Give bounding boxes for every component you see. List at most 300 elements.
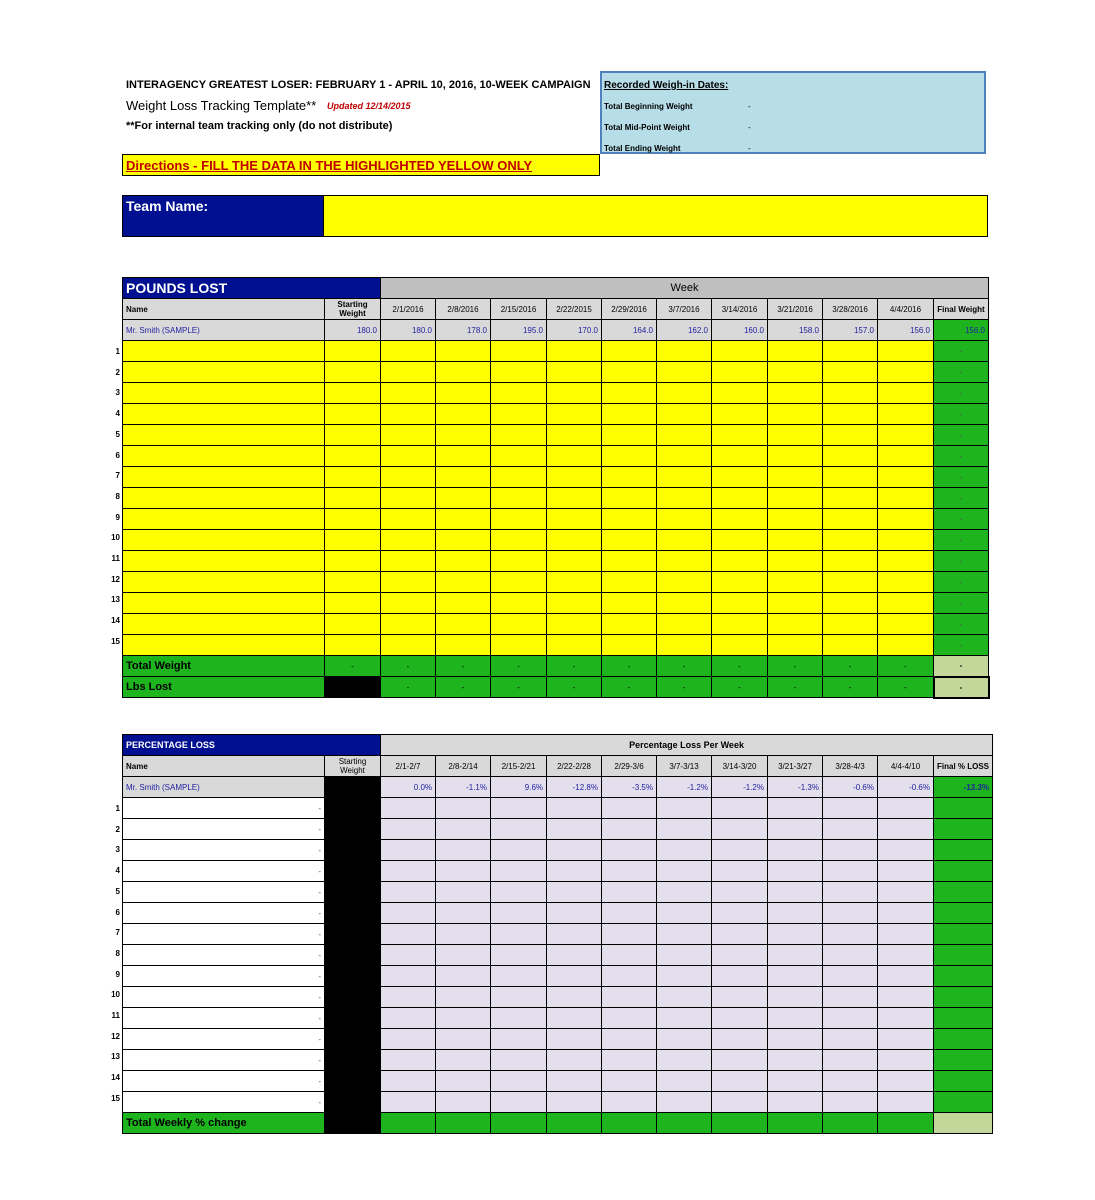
total-week-pct — [878, 1113, 934, 1134]
week-weight-input[interactable] — [878, 614, 934, 635]
week-weight-input[interactable] — [436, 614, 491, 635]
week-weight-input[interactable] — [657, 509, 712, 530]
week-weight-input[interactable] — [878, 551, 934, 572]
week-weight-input[interactable] — [768, 509, 823, 530]
week-weight-input[interactable] — [823, 404, 878, 425]
week-weight-input[interactable] — [547, 425, 602, 446]
team-name-input[interactable] — [324, 195, 988, 237]
week-weight-input[interactable] — [712, 488, 768, 509]
week-weight-input[interactable] — [712, 572, 768, 593]
pct-participant-name: - — [123, 1071, 325, 1092]
week-pct-cell — [657, 861, 712, 882]
sample-week-pct: 0.0% — [381, 777, 436, 798]
week-weight-input[interactable] — [878, 446, 934, 467]
week-weight-input[interactable] — [712, 341, 768, 362]
total-week-weight: - — [547, 656, 602, 677]
participant-row — [123, 446, 989, 467]
week-pct-cell — [712, 840, 768, 861]
pct-title-row — [123, 735, 993, 756]
week-pct-cell — [381, 966, 436, 987]
week-weight-input[interactable] — [712, 383, 768, 404]
week-weight-input[interactable] — [657, 404, 712, 425]
week-weight-input[interactable] — [823, 425, 878, 446]
week-weight-input[interactable] — [381, 572, 436, 593]
pct-start-blank — [325, 798, 381, 819]
total-week-weight: - — [436, 656, 491, 677]
week-weight-input[interactable] — [712, 425, 768, 446]
week-weight-input[interactable] — [823, 572, 878, 593]
week-weight-input[interactable] — [657, 551, 712, 572]
sample-week-pct: 9.6% — [491, 777, 547, 798]
final-pct-cell — [934, 819, 993, 840]
total-week-weight: - — [823, 656, 878, 677]
starting-weight-input[interactable] — [325, 509, 381, 530]
week-weight-input[interactable] — [602, 467, 657, 488]
week-weight-input[interactable] — [712, 635, 768, 656]
week-weight-input[interactable] — [878, 362, 934, 383]
participant-row — [123, 341, 989, 362]
week-weight-input[interactable] — [491, 404, 547, 425]
week-date-header: 2/29/2016 — [602, 299, 657, 320]
week-weight-input[interactable] — [823, 593, 878, 614]
pct-participant-row — [123, 987, 993, 1008]
week-weight-input[interactable] — [381, 509, 436, 530]
participant-name-input[interactable] — [123, 383, 325, 404]
pct-row-number: 3 — [115, 845, 120, 855]
starting-weight-input[interactable] — [325, 551, 381, 572]
week-pct-cell — [712, 1092, 768, 1113]
starting-weight-input[interactable] — [325, 446, 381, 467]
week-weight-input[interactable] — [768, 425, 823, 446]
final-weight-cell: - — [934, 614, 989, 635]
week-weight-input[interactable] — [657, 383, 712, 404]
week-weight-input[interactable] — [491, 341, 547, 362]
week-weight-input[interactable] — [436, 635, 491, 656]
week-weight-input[interactable] — [768, 383, 823, 404]
week-pct-cell — [602, 1029, 657, 1050]
participant-name-input[interactable] — [123, 467, 325, 488]
starting-weight-input[interactable] — [325, 530, 381, 551]
week-weight-input[interactable] — [547, 635, 602, 656]
week-weight-input[interactable] — [712, 509, 768, 530]
sample-week-weight: 164.0 — [602, 320, 657, 341]
final-pct-cell — [934, 987, 993, 1008]
week-weight-input[interactable] — [657, 467, 712, 488]
week-weight-input[interactable] — [381, 362, 436, 383]
row-number: 11 — [111, 554, 120, 563]
participant-name-input[interactable] — [123, 425, 325, 446]
starting-weight-input[interactable] — [325, 635, 381, 656]
week-weight-input[interactable] — [436, 341, 491, 362]
week-weight-input[interactable] — [436, 446, 491, 467]
week-weight-input[interactable] — [602, 572, 657, 593]
week-weight-input[interactable] — [823, 341, 878, 362]
sample-week-pct: -0.6% — [823, 777, 878, 798]
week-weight-input[interactable] — [768, 530, 823, 551]
total-week-pct — [381, 1113, 436, 1134]
sample-week-pct: -12.8% — [547, 777, 602, 798]
pct-participant-row — [123, 882, 993, 903]
week-weight-input[interactable] — [657, 362, 712, 383]
week-pct-cell — [491, 966, 547, 987]
sample-week-weight: 160.0 — [712, 320, 768, 341]
week-weight-input[interactable] — [491, 509, 547, 530]
sample-week-weight: 156.0 — [878, 320, 934, 341]
week-weight-input[interactable] — [878, 488, 934, 509]
week-pct-cell — [491, 861, 547, 882]
week-weight-input[interactable] — [602, 425, 657, 446]
week-weight-input[interactable] — [436, 488, 491, 509]
week-pct-cell — [768, 798, 823, 819]
week-weight-input[interactable] — [602, 593, 657, 614]
week-weight-input[interactable] — [491, 635, 547, 656]
week-weight-input[interactable] — [381, 530, 436, 551]
week-weight-input[interactable] — [823, 446, 878, 467]
week-weight-input[interactable] — [712, 467, 768, 488]
final-pct-cell — [934, 945, 993, 966]
pct-row-number: 8 — [115, 948, 120, 958]
week-weight-input[interactable] — [657, 488, 712, 509]
week-weight-input[interactable] — [436, 572, 491, 593]
week-weight-input[interactable] — [657, 614, 712, 635]
week-weight-input[interactable] — [547, 593, 602, 614]
participant-name-input[interactable] — [123, 551, 325, 572]
final-weight-cell: - — [934, 383, 989, 404]
sample-row — [123, 320, 989, 341]
week-weight-input[interactable] — [602, 551, 657, 572]
week-weight-input[interactable] — [602, 635, 657, 656]
week-weight-input[interactable] — [436, 509, 491, 530]
participant-name-input[interactable] — [123, 572, 325, 593]
week-weight-input[interactable] — [381, 488, 436, 509]
sample-week-pct: -1.2% — [657, 777, 712, 798]
row-number: 14 — [111, 616, 120, 626]
team-name-label: Team Name: — [126, 198, 209, 214]
week-pct-cell — [823, 882, 878, 903]
week-weight-input[interactable] — [547, 341, 602, 362]
week-weight-input[interactable] — [768, 551, 823, 572]
pct-start-blank — [325, 882, 381, 903]
week-weight-input[interactable] — [657, 425, 712, 446]
sample-final-weight: 156.0 — [934, 320, 989, 341]
week-pct-cell — [491, 882, 547, 903]
week-weight-input[interactable] — [547, 467, 602, 488]
week-weight-input[interactable] — [547, 383, 602, 404]
week-weight-input[interactable] — [436, 404, 491, 425]
week-weight-input[interactable] — [602, 446, 657, 467]
week-pct-cell — [491, 903, 547, 924]
pct-row-number: 9 — [115, 969, 120, 979]
week-weight-input[interactable] — [381, 404, 436, 425]
participant-name-input[interactable] — [123, 614, 325, 635]
week-weight-input[interactable] — [657, 593, 712, 614]
pct-participant-name: - — [123, 945, 325, 966]
final-pct-cell — [934, 882, 993, 903]
starting-weight-input[interactable] — [325, 467, 381, 488]
week-weight-input[interactable] — [547, 404, 602, 425]
week-weight-input[interactable] — [878, 341, 934, 362]
starting-weight-input[interactable] — [325, 362, 381, 383]
week-pct-cell — [768, 966, 823, 987]
week-weight-input[interactable] — [436, 362, 491, 383]
starting-weight-input[interactable] — [325, 425, 381, 446]
week-weight-input[interactable] — [823, 635, 878, 656]
week-weight-input[interactable] — [381, 467, 436, 488]
week-weight-input[interactable] — [657, 530, 712, 551]
week-pct-cell — [823, 1071, 878, 1092]
starting-weight-input[interactable] — [325, 383, 381, 404]
week-pct-cell — [602, 987, 657, 1008]
starting-weight-input[interactable] — [325, 404, 381, 425]
total-midpoint-weight-label: Total Mid-Point Weight — [604, 123, 690, 132]
week-pct-cell — [491, 1071, 547, 1092]
week-pct-cell — [602, 882, 657, 903]
row-number: 7 — [115, 471, 120, 481]
week-pct-cell — [381, 1050, 436, 1071]
week-pct-cell — [712, 798, 768, 819]
starting-weight-input[interactable] — [325, 488, 381, 509]
recorded-weighin-title: Recorded Weigh-in Dates: — [604, 80, 729, 91]
week-pct-cell — [712, 1008, 768, 1029]
row-number: 3 — [115, 388, 120, 398]
week-weight-input[interactable] — [436, 530, 491, 551]
week-weight-input[interactable] — [381, 425, 436, 446]
week-weight-input[interactable] — [491, 446, 547, 467]
week-weight-input[interactable] — [491, 362, 547, 383]
pct-participant-row — [123, 1050, 993, 1071]
week-weight-input[interactable] — [768, 635, 823, 656]
week-weight-input[interactable] — [436, 551, 491, 572]
week-weight-input[interactable] — [602, 383, 657, 404]
week-weight-input[interactable] — [491, 572, 547, 593]
week-header: Week — [381, 278, 989, 299]
pct-participant-name: - — [123, 966, 325, 987]
week-pct-cell — [436, 1029, 491, 1050]
pct-participant-row — [123, 840, 993, 861]
pct-start-blank — [325, 1029, 381, 1050]
week-weight-input[interactable] — [491, 614, 547, 635]
starting-weight-input[interactable] — [325, 341, 381, 362]
pounds-header-row — [123, 299, 989, 320]
total-starting-weight: - — [325, 656, 381, 677]
week-weight-input[interactable] — [491, 383, 547, 404]
week-pct-cell — [712, 924, 768, 945]
week-pct-cell — [878, 924, 934, 945]
week-weight-input[interactable] — [768, 446, 823, 467]
week-weight-input[interactable] — [823, 530, 878, 551]
week-weight-input[interactable] — [878, 593, 934, 614]
row-number: 9 — [115, 512, 120, 522]
week-pct-cell — [602, 861, 657, 882]
participant-name-input[interactable] — [123, 593, 325, 614]
week-pct-cell — [436, 1092, 491, 1113]
week-weight-input[interactable] — [823, 383, 878, 404]
week-weight-input[interactable] — [712, 530, 768, 551]
pct-start-blank — [325, 924, 381, 945]
week-weight-input[interactable] — [823, 362, 878, 383]
week-weight-input[interactable] — [547, 530, 602, 551]
week-pct-cell — [768, 903, 823, 924]
week-weight-input[interactable] — [602, 404, 657, 425]
final-weight-cell: - — [934, 551, 989, 572]
week-pct-cell — [823, 861, 878, 882]
total-weight-label: Total Weight — [123, 656, 325, 677]
week-weight-input[interactable] — [547, 614, 602, 635]
final-weight-cell: - — [934, 635, 989, 656]
week-weight-input[interactable] — [878, 467, 934, 488]
week-weight-input[interactable] — [491, 593, 547, 614]
participant-name-input[interactable] — [123, 341, 325, 362]
week-weight-input[interactable] — [768, 362, 823, 383]
week-weight-input[interactable] — [878, 425, 934, 446]
updated-date: Updated 12/14/2015 — [327, 101, 411, 111]
week-weight-input[interactable] — [381, 383, 436, 404]
week-pct-cell — [547, 1092, 602, 1113]
week-weight-input[interactable] — [657, 635, 712, 656]
week-weight-input[interactable] — [547, 446, 602, 467]
week-weight-input[interactable] — [657, 341, 712, 362]
week-weight-input[interactable] — [768, 488, 823, 509]
week-weight-input[interactable] — [491, 425, 547, 446]
week-weight-input[interactable] — [768, 341, 823, 362]
week-weight-input[interactable] — [823, 467, 878, 488]
week-weight-input[interactable] — [602, 341, 657, 362]
pct-start-blank — [325, 819, 381, 840]
total-beginning-weight-label: Total Beginning Weight — [604, 102, 693, 111]
week-weight-input[interactable] — [823, 488, 878, 509]
week-weight-input[interactable] — [381, 551, 436, 572]
starting-weight-input[interactable] — [325, 614, 381, 635]
week-weight-input[interactable] — [602, 488, 657, 509]
week-weight-input[interactable] — [547, 488, 602, 509]
starting-weight-input[interactable] — [325, 572, 381, 593]
template-subtitle: Weight Loss Tracking Template** — [126, 98, 317, 113]
week-pct-cell — [823, 903, 878, 924]
total-week-weight: - — [768, 656, 823, 677]
week-weight-input[interactable] — [436, 383, 491, 404]
week-weight-input[interactable] — [602, 614, 657, 635]
week-weight-input[interactable] — [712, 551, 768, 572]
week-weight-input[interactable] — [491, 551, 547, 572]
week-pct-cell — [657, 945, 712, 966]
week-pct-cell — [768, 861, 823, 882]
week-pct-cell — [436, 903, 491, 924]
final-weight-cell: - — [934, 404, 989, 425]
participant-name-input[interactable] — [123, 362, 325, 383]
week-weight-input[interactable] — [491, 488, 547, 509]
lbs-lost-week: - — [547, 677, 602, 698]
final-weight-cell: - — [934, 446, 989, 467]
week-pct-cell — [381, 798, 436, 819]
week-weight-input[interactable] — [547, 509, 602, 530]
week-weight-input[interactable] — [712, 593, 768, 614]
sample-starting-weight: 180.0 — [325, 320, 381, 341]
week-pct-cell — [381, 1029, 436, 1050]
pct-row-number: 14 — [111, 1073, 120, 1083]
week-weight-input[interactable] — [491, 530, 547, 551]
week-weight-input[interactable] — [381, 341, 436, 362]
week-pct-cell — [657, 1050, 712, 1071]
week-weight-input[interactable] — [878, 530, 934, 551]
participant-name-input[interactable] — [123, 488, 325, 509]
week-weight-input[interactable] — [547, 362, 602, 383]
week-pct-cell — [657, 882, 712, 903]
participant-name-input[interactable] — [123, 404, 325, 425]
week-weight-input[interactable] — [547, 551, 602, 572]
week-weight-input[interactable] — [381, 446, 436, 467]
week-pct-cell — [657, 1029, 712, 1050]
week-weight-input[interactable] — [768, 467, 823, 488]
participant-name-input[interactable] — [123, 509, 325, 530]
participant-name-input[interactable] — [123, 446, 325, 467]
week-weight-input[interactable] — [768, 593, 823, 614]
week-pct-cell — [436, 945, 491, 966]
week-weight-input[interactable] — [878, 383, 934, 404]
week-weight-input[interactable] — [436, 425, 491, 446]
week-weight-input[interactable] — [602, 509, 657, 530]
week-weight-input[interactable] — [712, 362, 768, 383]
row-number: 6 — [115, 450, 120, 460]
week-pct-cell — [547, 1008, 602, 1029]
week-weight-input[interactable] — [657, 572, 712, 593]
week-pct-cell — [657, 840, 712, 861]
week-weight-input[interactable] — [712, 614, 768, 635]
week-weight-input[interactable] — [878, 572, 934, 593]
starting-weight-input[interactable] — [325, 593, 381, 614]
sample-week-weight: 178.0 — [436, 320, 491, 341]
week-weight-input[interactable] — [878, 635, 934, 656]
final-pct-cell — [934, 861, 993, 882]
week-weight-input[interactable] — [436, 467, 491, 488]
lbs-lost-week: - — [878, 677, 934, 698]
participant-name-input[interactable] — [123, 635, 325, 656]
final-pct-cell — [934, 966, 993, 987]
lbs-lost-week: - — [768, 677, 823, 698]
total-beginning-weight-value: - — [748, 102, 751, 111]
week-range-header: 3/21-3/27 — [768, 756, 823, 777]
total-weekly-pct-label: Total Weekly % change — [123, 1113, 325, 1134]
week-pct-cell — [602, 798, 657, 819]
week-weight-input[interactable] — [712, 404, 768, 425]
pct-starting-weight-header: Starting Weight — [325, 756, 381, 777]
week-weight-input[interactable] — [436, 593, 491, 614]
week-weight-input[interactable] — [547, 572, 602, 593]
week-weight-input[interactable] — [823, 509, 878, 530]
participant-name-input[interactable] — [123, 530, 325, 551]
week-weight-input[interactable] — [768, 404, 823, 425]
week-weight-input[interactable] — [878, 509, 934, 530]
week-weight-input[interactable] — [381, 635, 436, 656]
week-weight-input[interactable] — [712, 446, 768, 467]
week-weight-input[interactable] — [602, 530, 657, 551]
participant-row — [123, 635, 989, 656]
week-weight-input[interactable] — [823, 614, 878, 635]
week-weight-input[interactable] — [602, 362, 657, 383]
week-weight-input[interactable] — [823, 551, 878, 572]
week-weight-input[interactable] — [381, 593, 436, 614]
week-weight-input[interactable] — [878, 404, 934, 425]
week-weight-input[interactable] — [657, 446, 712, 467]
week-weight-input[interactable] — [491, 467, 547, 488]
pct-week-header: Percentage Loss Per Week — [381, 735, 993, 756]
participant-row — [123, 572, 989, 593]
week-pct-cell — [381, 861, 436, 882]
week-weight-input[interactable] — [381, 614, 436, 635]
week-weight-input[interactable] — [768, 572, 823, 593]
week-pct-cell — [878, 1008, 934, 1029]
week-weight-input[interactable] — [768, 614, 823, 635]
week-pct-cell — [878, 945, 934, 966]
